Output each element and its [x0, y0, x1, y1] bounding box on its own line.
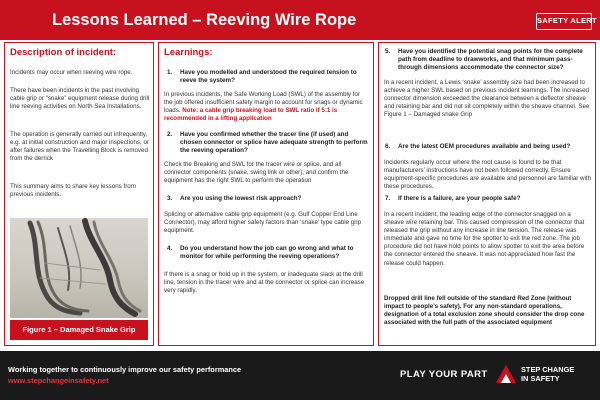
- right-paragraph-6: Incidents regularly occur where the root cause is found to be that manufacturers’ instructions have not been followed correctly. Ensure equipment-specific procedures are available and personnel are familiar with these procedures.: [384, 159, 592, 191]
- question-number: 1.: [167, 69, 173, 76]
- right-paragraph-7: In a recent incident, the leading edge of the connector snagged on a sheave wire retaining bar. This caused compression of the connector that released the grip without any increase in line tension. The release was immediate and gave no time for the spotter to exit the red zone. The job procedure did not have hold points to allow spotter to exit the area before the connector entered the sheave. It was not appreciated how fast the release could happen.: [384, 211, 585, 267]
- question-1: [167, 69, 369, 85]
- question-6: [385, 143, 591, 151]
- footer-tagline: Working together to continuously improve our safety performance: [8, 365, 242, 374]
- question-text: Do you understand how the job can go wrong and what to monitor for while performing the reeving operations?: [180, 245, 354, 261]
- question-number: 6.: [385, 143, 391, 150]
- question-number: 3.: [167, 195, 173, 202]
- right-paragraph-8: Dropped drill line fell outside of the standard Red Zone (without impact to people’s safety). For any non-standard operations, designation of a total exclusion zone should consider the drop cone associated with the full path of the associated equipment: [384, 295, 585, 327]
- question-text: If there is a failure, are your people safe?: [398, 195, 521, 202]
- step-change-logo-icon: [495, 364, 517, 384]
- footer-bar: [0, 351, 600, 400]
- question-number: 5.: [385, 48, 391, 55]
- question-number: 2.: [167, 131, 173, 138]
- step-change-logo-text: [521, 365, 574, 383]
- play-your-part-label: PLAY YOUR PART: [400, 369, 488, 380]
- question-text: Have you modelled and understood the required tension to reeve the system?: [180, 69, 357, 85]
- question-text: Have you identified the potential snag points for the complete path from deadline to drawworks, and that minimum pass-through dimensions accommodate the connector size?: [398, 48, 583, 72]
- question-text: Are the latest OEM procedures available and being used?: [398, 143, 571, 150]
- learning-paragraph-2: Check the Breaking and SWL for the tracer wire or splice, and all connector components (snake, swing link or other), and confirm the equipment has the right SWL to perform the operation: [164, 161, 349, 185]
- description-paragraph: This summary aims to share key lessons from previous incidents.: [10, 183, 136, 199]
- damaged-snake-grip-photo: [10, 218, 148, 318]
- logo-line-2: IN SAFETY: [521, 374, 560, 383]
- learning-note: Note: a cable grip breaking load to SWL ratio if 5:1 is recommended in a lifting application: [164, 107, 338, 123]
- question-text: Have you confirmed whether the tracer line (if used) and chosen connector or splice have adequate strength to perform the reeving operation?: [180, 131, 368, 155]
- right-paragraph-5: In a recent incident, a Lewis ‘snake’ assembly size had been increased to achieve a higher SWL based on previous incident learnings. The increased connector dimension exceeded the clearance between a deflector sheave and retaining bar and did not sit completely within the sheave channel. See Figure 1 – Damaged snake Grip: [384, 79, 590, 119]
- description-paragraph: Incidents may occur when reeving wire rope.: [10, 69, 133, 76]
- learnings-panel: [158, 42, 374, 346]
- right-panel: [378, 42, 596, 346]
- safety-alert-badge: SAFETY ALERT: [536, 13, 592, 30]
- learnings-heading: Learnings:: [164, 47, 213, 58]
- description-paragraph: The operation is generally carried out infrequently, e.g. at initial construction and major inspections, or after failures when the Travelling Block is removed from the derrick: [10, 131, 149, 163]
- page-title: Lessons Learned – Reeving Wire Rope: [52, 11, 357, 29]
- question-7: [385, 195, 591, 203]
- description-paragraph: There have been incidents in the past involving cable grip or “snake” equipment release during drill line reeving activities on North Sea Installations.: [10, 87, 150, 111]
- learning-paragraph-3: Splicing or alternative cable grip equipment (e.g. Gulf Copper End Line Connector), may afford higher safety factors than ‘snake’ type cable grip equipment.: [164, 211, 362, 235]
- question-text: Are you using the lowest risk approach?: [180, 195, 302, 202]
- footer-website-link[interactable]: www.stepchangeinsafety.net: [8, 376, 109, 385]
- question-number: 7.: [385, 195, 391, 202]
- question-4: [167, 245, 369, 261]
- header-banner: [0, 0, 600, 40]
- learning-paragraph-1: [164, 91, 370, 123]
- question-2: [167, 131, 369, 155]
- figure-caption: Figure 1 – Damaged Snake Grip: [10, 320, 148, 340]
- logo-line-1: STEP CHANGE: [521, 365, 575, 374]
- description-heading: Description of incident:: [10, 47, 117, 58]
- learning-text: In previous incidents, the Safe Working Load (SWL) of the assembly for the job offered insufficient safety margin to account for snags or dynamic loads.: [164, 91, 363, 115]
- question-5: [385, 48, 591, 72]
- learning-paragraph-4: If there is a snag or hold up in the system, or inadequate slack at the drill line, tension in the tracer wire and at the connector or splice can increase very rapidly.: [164, 271, 365, 295]
- question-number: 4.: [167, 245, 173, 252]
- description-panel: [4, 42, 154, 346]
- question-3: [167, 195, 369, 203]
